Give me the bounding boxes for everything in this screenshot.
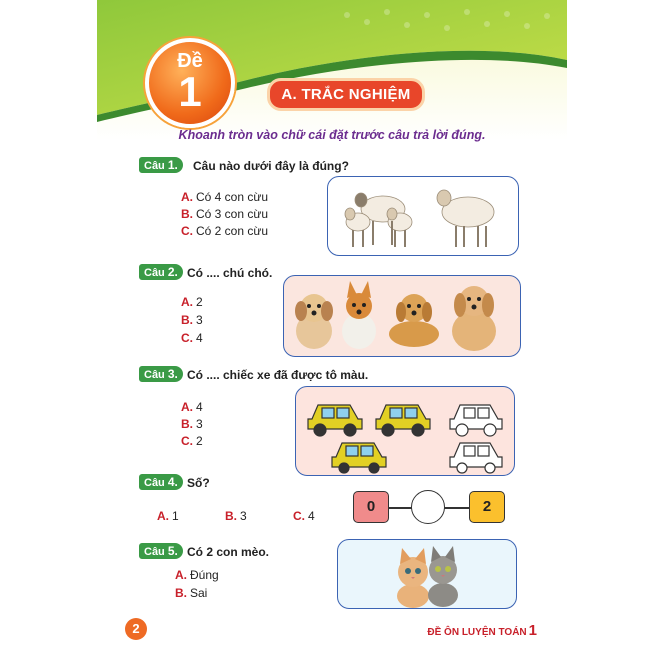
test-number-badge (145, 38, 235, 128)
dogs-picture (283, 275, 521, 357)
question-5-text: Có 2 con mèo. (187, 545, 270, 559)
question-1-text: Câu nào dưới đây là đúng? (193, 159, 349, 173)
q2-option-a[interactable]: A. 2 (181, 295, 203, 309)
cars-picture (295, 386, 515, 476)
q3-option-b[interactable]: B. 3 (181, 417, 203, 431)
q1-option-b[interactable]: B. Có 3 con cừu (181, 207, 269, 221)
question-2-text: Có .... chú chó. (187, 266, 273, 280)
number-box-right: 2 (469, 491, 505, 523)
question-3-tag: Câu 3. (139, 366, 183, 382)
question-1-tag: Câu 1. (139, 157, 183, 173)
q4-option-c[interactable]: C. 4 (293, 509, 315, 523)
blank-number-circle[interactable] (411, 490, 445, 524)
question-4-tag: Câu 4. (139, 474, 183, 490)
q5-option-a[interactable]: A. Đúng (175, 568, 219, 582)
q3-option-c[interactable]: C. 2 (181, 434, 203, 448)
q1-option-c[interactable]: C. Có 2 con cừu (181, 224, 269, 238)
footer-title: ĐỀ ÔN LUYỆN TOÁN 1 (427, 622, 537, 639)
q2-option-c[interactable]: C. 4 (181, 331, 203, 345)
q4-option-a[interactable]: A. 1 (157, 509, 179, 523)
colored-car (332, 443, 386, 473)
q3-option-a[interactable]: A. 4 (181, 400, 203, 414)
colored-car (376, 405, 430, 436)
colored-car (308, 405, 362, 436)
cats-picture (337, 539, 517, 609)
workbook-page (97, 0, 567, 665)
q5-option-b[interactable]: B. Sai (175, 586, 208, 600)
uncolored-car (450, 405, 502, 436)
badge-number: 1 (178, 68, 202, 115)
question-3-text: Có .... chiếc xe đã được tô màu. (187, 368, 369, 382)
q2-option-b[interactable]: B. 3 (181, 313, 203, 327)
q4-option-b[interactable]: B. 3 (225, 509, 247, 523)
page-number: 2 (125, 618, 147, 640)
question-4-text: Số? (187, 476, 210, 490)
section-title: A. TRẮC NGHIỆM (267, 78, 425, 111)
instruction-text: Khoanh tròn vào chữ cái đặt trước câu trả lời đúng. (178, 128, 486, 142)
badge-word: Đề (177, 50, 203, 72)
question-5-tag: Câu 5. (139, 543, 183, 559)
number-box-left: 0 (353, 491, 389, 523)
sheep-picture (327, 176, 519, 256)
question-2-tag: Câu 2. (139, 264, 183, 280)
uncolored-car (450, 443, 502, 473)
q1-option-a[interactable]: A. Có 4 con cừu (181, 190, 269, 204)
